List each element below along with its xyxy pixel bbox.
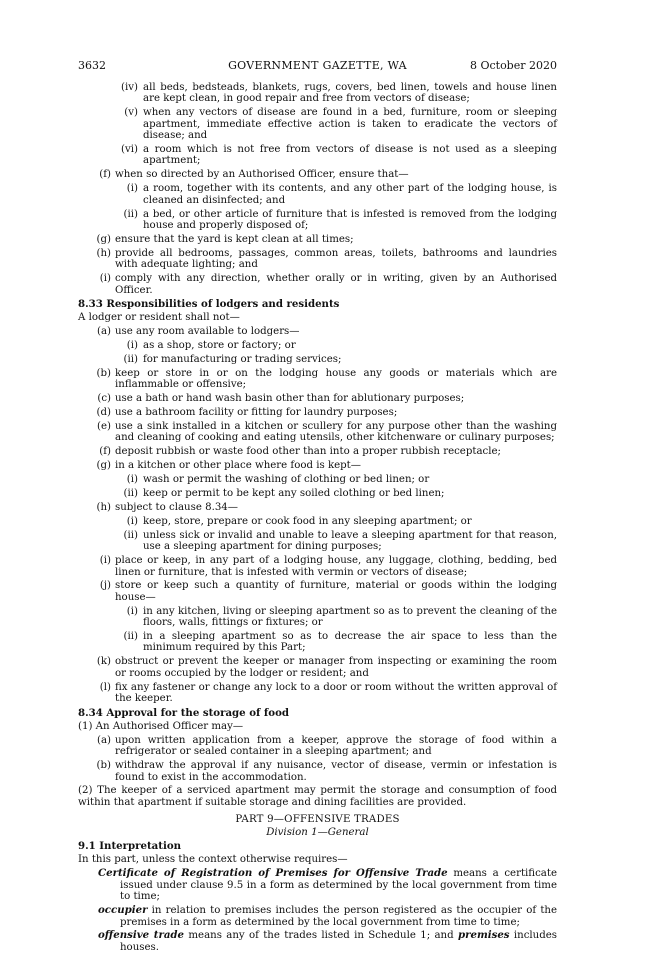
paragraph-item (78, 326, 557, 337)
subparagraph-item (78, 144, 557, 167)
paragraph-item (78, 421, 557, 444)
subparagraph-item (78, 107, 557, 141)
page-header (78, 60, 557, 74)
subparagraph-item (78, 606, 557, 629)
item-label: (b) (96, 367, 111, 379)
subclause-2: (2) The keeper of a serviced apartment may permit the storage and consumption of food within that apartment if suitable storage and dining facilities are provided. (78, 785, 557, 808)
paragraph-item (78, 760, 557, 783)
item-text: as a shop, store or factory; or (143, 340, 296, 352)
item-label: (i) (99, 273, 111, 285)
item-text: store or keep such a quantity of furniture, material or goods within the lodging house— (115, 580, 557, 603)
item-text: ensure that the yard is kept clean at all times; (115, 233, 354, 245)
definition (78, 868, 557, 902)
item-text: keep or store in or on the lodging house any goods or materials which are inflammable or offensive; (115, 367, 557, 391)
item-text: keep or permit to be kept any soiled clothing or bed linen; (143, 488, 445, 500)
item-text: fix any fastener or change any lock to a door or room without the written approval of the keeper. (115, 681, 557, 705)
item-label: (i) (126, 474, 138, 486)
section-items-8-34 (78, 735, 557, 783)
item-label: (k) (96, 656, 111, 668)
paragraph-item (78, 735, 557, 758)
item-label: (h) (96, 502, 111, 513)
item-label: (g) (96, 233, 111, 245)
item-text: in a sleeping apartment so as to decrease the air space to less than the minimum required by this Part; (143, 631, 557, 654)
item-label: (v) (124, 107, 138, 119)
item-text: use a sink installed in a kitchen or scullery for any purpose other than the washing and cleaning of cooking and eating utensils, other kitchenware or culinary purposes; (115, 421, 557, 444)
item-label: (i) (126, 515, 138, 527)
item-text: all beds, bedsteads, blankets, rugs, covers, bed linen, towels and house linen are kept clean, in good repair and free from vectors of disease; (143, 82, 557, 105)
page-number: 3632 (78, 59, 106, 72)
item-text: comply with any direction, whether orally or in writing, given by an Authorised Officer. (115, 273, 557, 296)
definition-text: means any of the trades listed in Schedule 1; and (184, 930, 458, 942)
paragraph-item (78, 273, 557, 296)
division-title: Division 1—General (266, 826, 369, 838)
definition (78, 905, 557, 928)
item-text: obstruct or prevent the keeper or manager from inspecting or examining the room or rooms occupied by the lodger or resident; and (115, 656, 557, 679)
section-heading-8-34: 8.34 Approval for the storage of food (78, 706, 290, 719)
item-text: a bed, or other article of furniture that is infested is removed from the lodging house and properly disposed of; (143, 208, 557, 231)
item-text: a room, together with its contents, and any other part of the lodging house, is cleaned an disinfected; and (143, 183, 557, 206)
paragraph-item (78, 446, 557, 457)
paragraph-item (78, 407, 557, 418)
item-text: in a kitchen or other place where food is kept— (115, 460, 361, 472)
paragraph-item (78, 656, 557, 679)
part-title: PART 9—OFFENSIVE TRADES (235, 814, 400, 826)
paragraph-item (78, 502, 557, 513)
item-text: subject to clause 8.34— (115, 502, 238, 513)
paragraph-item (78, 682, 557, 705)
definition (78, 930, 557, 953)
item-label: (vi) (121, 144, 138, 156)
item-label: (g) (96, 460, 111, 472)
section-intro-9-1: In this part, unless the context otherwise requires— (78, 854, 348, 866)
item-label: (d) (96, 407, 111, 419)
item-text: use any room available to lodgers— (115, 326, 300, 338)
item-label: (iv) (121, 82, 138, 93)
definition-term: Certificate of Registration of Premises for Offensive Trade (98, 867, 448, 880)
item-text: place or keep, in any part of a lodging house, any luggage, clothing, bedding, bed linen or furniture, that is infested with vermin or vectors of disease; (115, 555, 557, 578)
item-text: provide all bedrooms, passages, common areas, toilets, bathrooms and laundries with adequate lighting; and (115, 247, 557, 271)
paragraph-item (78, 234, 557, 245)
item-label: (ii) (123, 631, 138, 643)
section-intro-8-34: (1) An Authorised Officer may— (78, 720, 244, 732)
item-label: (e) (97, 421, 111, 433)
definition-term: premises (457, 929, 510, 942)
paragraph-item (78, 580, 557, 603)
continued-clause-items (78, 82, 557, 296)
item-label: (c) (97, 393, 111, 405)
item-text: for manufacturing or trading services; (143, 354, 342, 366)
item-text: upon written application from a keeper, approve the storage of food within a refrigerator or sealed container in a sleeping apartment; and (115, 734, 557, 758)
item-text: use a bath or hand wash basin other than for ablutionary purposes; (115, 393, 465, 405)
item-label: (j) (99, 580, 111, 592)
item-label: (f) (99, 446, 111, 458)
item-text: in any kitchen, living or sleeping apartment so as to prevent the cleaning of the floors, walls, fittings or fixtures; or (143, 605, 557, 629)
gazette-title: GOVERNMENT GAZETTE, WA (228, 59, 407, 72)
paragraph-item (78, 368, 557, 391)
definition-term: occupier (98, 904, 148, 917)
subparagraph-item (78, 488, 557, 499)
item-label: (ii) (123, 488, 138, 500)
paragraph-item (78, 393, 557, 404)
item-label: (h) (96, 247, 111, 259)
definition-text: in relation to premises includes the person registered as the occupier of the premises in a form as determined by the local government from time to time; (120, 905, 557, 928)
item-text: when so directed by an Authorised Officer, ensure that— (115, 169, 409, 181)
section-items-8-33 (78, 326, 557, 704)
item-label: (b) (96, 760, 111, 772)
subparagraph-item (78, 530, 557, 553)
item-label: (i) (126, 183, 138, 195)
item-label: (i) (99, 555, 111, 567)
definition-text: includes houses. (120, 930, 558, 953)
paragraph-item (78, 169, 557, 180)
subparagraph-item (78, 474, 557, 485)
item-text: when any vectors of disease are found in a bed, furniture, room or sleeping apartment, immediate effective action is taken to eradicate the vectors of disease; and (143, 107, 557, 142)
item-label: (i) (126, 605, 138, 617)
paragraph-item (78, 555, 557, 578)
item-label: (f) (99, 169, 111, 181)
section-heading-9-1: 9.1 Interpretation (78, 840, 182, 853)
item-text: wash or permit the washing of clothing or bed linen; or (143, 474, 430, 486)
paragraph-item (78, 460, 557, 471)
definition-text: means a certificate issued under clause 9.5 in a form as determined by the local government from time to time; (120, 868, 557, 903)
item-text: withdraw the approval if any nuisance, vector of disease, vermin or infestation is found to exist in the accommodation. (115, 760, 557, 783)
paragraph-item (78, 248, 557, 271)
subparagraph-item (78, 631, 557, 654)
definition-term: offensive trade (98, 929, 185, 942)
subparagraph-item (78, 354, 557, 365)
item-label: (ii) (123, 529, 138, 541)
subparagraph-item (78, 209, 557, 232)
item-label: (l) (99, 681, 111, 693)
item-text: keep, store, prepare or cook food in any sleeping apartment; or (143, 515, 472, 527)
item-label: (ii) (123, 208, 138, 220)
item-label: (ii) (123, 354, 138, 366)
item-text: a room which is not free from vectors of disease is not used as a sleeping apartment; (143, 144, 557, 167)
subparagraph-item (78, 516, 557, 527)
item-text: use a bathroom facility or fitting for laundry purposes; (115, 407, 398, 419)
item-label: (a) (96, 326, 111, 338)
gazette-date: 8 October 2020 (469, 59, 557, 72)
section-heading-8-33: 8.33 Responsibilities of lodgers and residents (78, 297, 340, 310)
subparagraph-item (78, 82, 557, 105)
item-text: unless sick or invalid and unable to leave a sleeping apartment for that reason, use a sleeping apartment for dining purposes; (143, 529, 557, 553)
item-label: (i) (126, 340, 138, 352)
section-intro-8-33: A lodger or resident shall not— (78, 312, 240, 324)
item-text: deposit rubbish or waste food other than into a proper rubbish receptacle; (115, 446, 501, 458)
subparagraph-item (78, 340, 557, 351)
page-content (78, 82, 557, 956)
subparagraph-item (78, 183, 557, 206)
item-label: (a) (96, 734, 111, 746)
